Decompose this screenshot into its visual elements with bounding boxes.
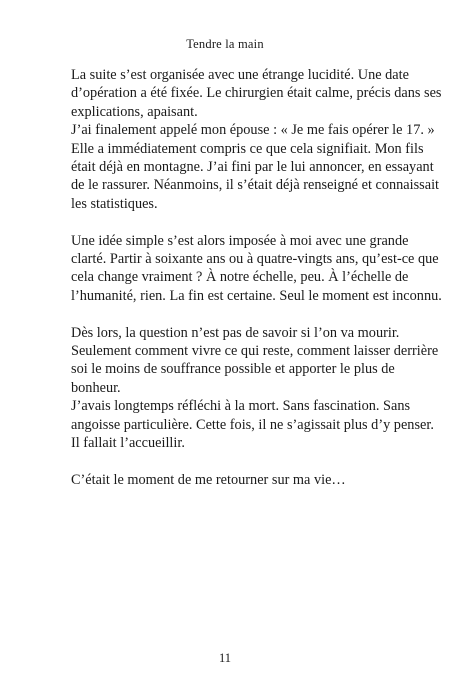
text-line: bonheur. xyxy=(71,379,121,396)
paragraph-5 xyxy=(71,397,434,452)
text-line: cela change vraiment ? À notre échelle, peu. À l’échelle de xyxy=(71,269,409,286)
paragraph-1 xyxy=(71,66,442,121)
text-line: angoisse particulière. Cette fois, il ne s’agissait plus d’y penser. xyxy=(71,416,434,433)
text-line: clarté. Partir à soixante ans ou à quatre-vingts ans, qu’est-ce que xyxy=(71,251,439,268)
paragraph-spacer xyxy=(71,453,386,471)
paragraph-spacer xyxy=(71,305,386,323)
paragraph-6 xyxy=(71,471,386,489)
running-header: Tendre la main xyxy=(186,37,264,51)
text-line: La suite s’est organisée avec une étrange lucidité. Une date xyxy=(71,67,409,83)
paragraph-spacer xyxy=(71,213,386,231)
text-line: J’ai finalement appelé mon épouse : « Je me fais opérer le 17. » xyxy=(71,122,435,139)
text-line: Seulement comment vivre ce qui reste, comment laisser derrière xyxy=(71,343,439,360)
text-line: soi le moins de souffrance possible et apporter le plus de xyxy=(71,361,395,378)
text-line: d’opération a été fixée. Le chirurgien était calme, précis dans ses xyxy=(71,85,442,102)
text-line: de le rassurer. Néanmoins, il s’était déjà renseigné et connaissait xyxy=(71,177,440,194)
paragraph-4 xyxy=(71,324,439,398)
text-line: Une idée simple s’est alors imposée à moi avec une grande xyxy=(71,232,409,249)
text-line: Dès lors, la question n’est pas de savoir si l’on va mourir. xyxy=(71,324,400,341)
text-line: explications, apaisant. xyxy=(71,103,198,120)
text-line: l’humanité, rien. La fin est certaine. Seul le moment est inconnu. xyxy=(71,287,442,304)
body-text xyxy=(71,66,442,489)
paragraph-3 xyxy=(71,232,442,306)
page-number: 11 xyxy=(218,651,232,665)
text-line: Il fallait l’accueillir. xyxy=(71,435,185,452)
text-line: était déjà en montagne. J’ai fini par le lui annoncer, en essayant xyxy=(71,159,434,176)
paragraph-2 xyxy=(71,121,440,213)
text-line: Elle a immédiatement compris ce que cela signifiait. Mon fils xyxy=(71,140,424,157)
text-line: J’avais longtemps réfléchi à la mort. Sans fascination. Sans xyxy=(71,398,411,415)
text-line: C’était le moment de me retourner sur ma vie… xyxy=(71,471,346,488)
text-line: les statistiques. xyxy=(71,195,158,212)
